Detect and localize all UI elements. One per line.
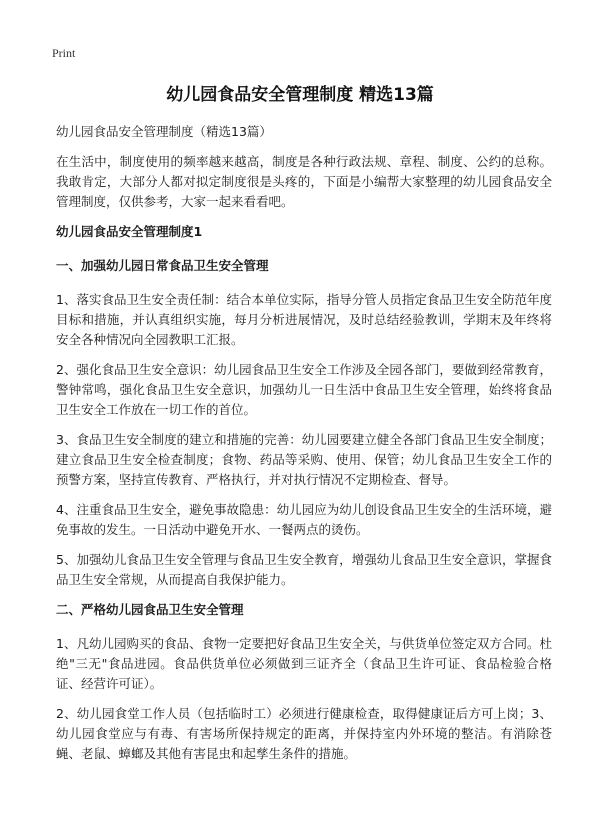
section-title: 幼儿园食品安全管理制度1 <box>56 224 203 239</box>
part1-item: 5、加强幼儿食品卫生安全管理与食品卫生安全教育，增强幼儿食品卫生安全意识，掌握食品卫生安全常规，从而提高自我保护能力。 <box>56 552 552 587</box>
part2-item: 1、凡幼儿园购买的食品、食物一定要把好食品卫生安全关，与供货单位签定双方合同。杜绝"三无"食品进园。食品供货单位必须做到三证齐全（食品卫生许可证、食品检验合格证、经营许可证）。 <box>56 636 552 691</box>
part1-item: 1、落实食品卫生安全责任制：结合本单位实际，指导分管人员指定食品卫生安全防范年度目标和措施，并认真组织实施，每月分析进展情况，及时总结经验教训，学期末及年终将安全各种情况向全园教职工汇报。 <box>56 292 552 347</box>
document-body <box>56 122 552 774</box>
part1-item: 3、食品卫生安全制度的建立和措施的完善：幼儿园要建立健全各部门食品卫生安全制度；建立食品卫生安全检查制度；食物、药品等采购、使用、保管；幼儿食品卫生安全工作的预警方案，坚持宣传教育、严格执行，并对执行情况不定期检查、督导。 <box>56 432 552 487</box>
part1-heading: 一、加强幼儿园日常食品卫生安全管理 <box>56 258 269 273</box>
part2-heading: 二、严格幼儿园食品卫生安全管理 <box>56 602 244 617</box>
page-title: 幼儿园食品安全管理制度 精选13篇 <box>166 85 434 105</box>
part1-item: 2、强化食品卫生安全意识：幼儿园食品卫生安全工作涉及全园各部门，要做到经常教育，警钟常鸣，强化食品卫生安全意识，加强幼儿一日生活中食品卫生安全管理，始终将食品卫生安全工作放在一切工作的首位。 <box>56 362 552 417</box>
document-subtitle: 幼儿园食品安全管理制度（精选13篇） <box>56 124 272 139</box>
intro-paragraph: 在生活中，制度使用的频率越来越高，制度是各种行政法规、章程、制度、公约的总称。我敢肯定，大部分人都对拟定制度很是头疼的，下面是小编帮大家整理的幼儿园食品安全管理制度，仅供参考，大家一起来看看吧。 <box>56 154 552 209</box>
part2-item: 2、幼儿园食堂工作人员（包括临时工）必须进行健康检查，取得健康证后方可上岗；3、幼儿园食堂应与有毒、有害场所保持规定的距离，并保持室内外环境的整洁。有消除苍蝇、老鼠、蟑螂及其他有害昆虫和起孳生条件的措施。 <box>56 706 552 761</box>
part1-item: 4、注重食品卫生安全，避免事故隐患：幼儿园应为幼儿创设食品卫生安全的生活环境，避免事故的发生。一日活动中避免开水、一餐两点的烫伤。 <box>56 502 552 537</box>
print-label: Print <box>52 46 76 60</box>
